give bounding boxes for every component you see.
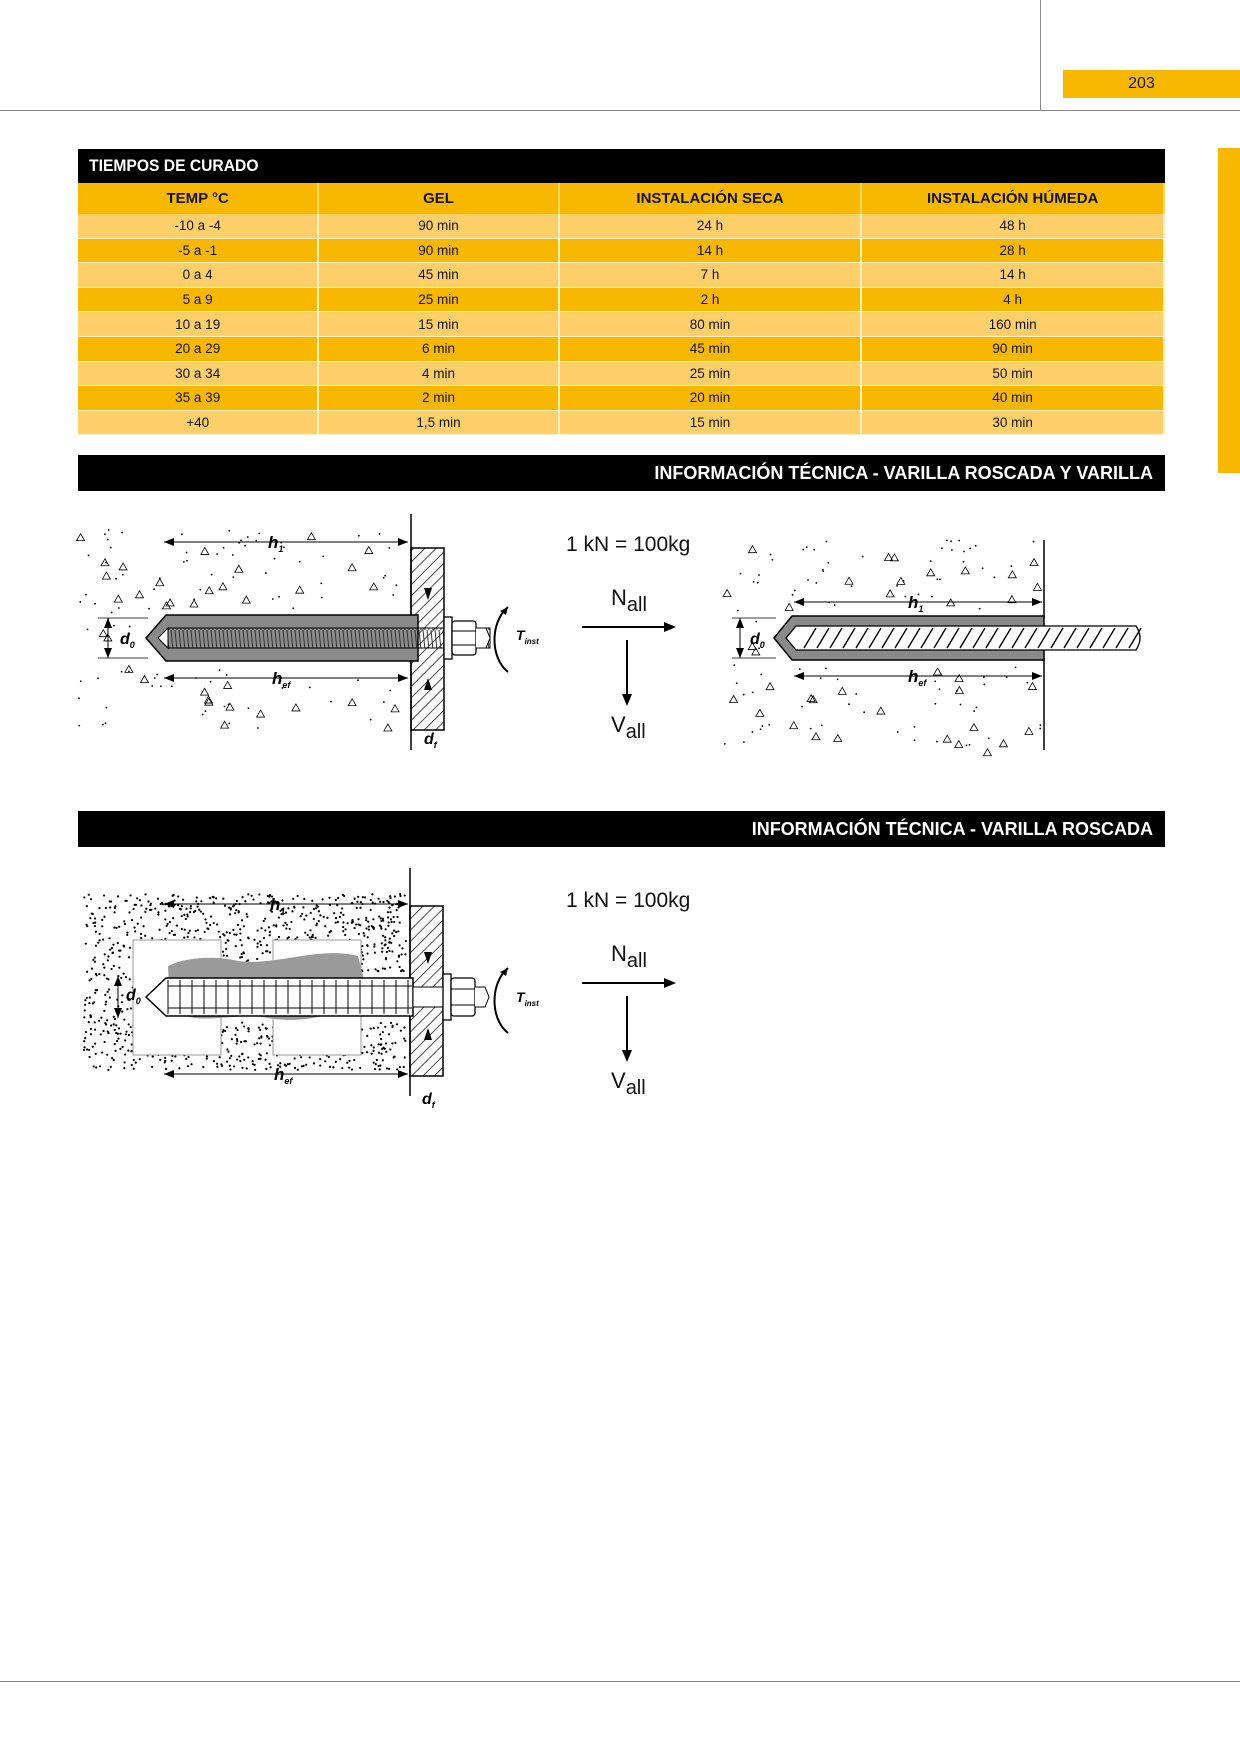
shear-load-label: $V_{all}$ [611,712,646,743]
header-wet: INSTALACIÓN HÚMEDA [861,183,1164,214]
hef-label-rebar: $h_{ef}$ [908,667,927,688]
unit-conversion-2: 1 kN = 100kg [566,889,691,912]
table-cell: -5 a -1 [78,238,318,263]
tinst-label-2: $T_{inst}$ [516,989,539,1008]
table-cell: 2 min [318,386,558,411]
d0-label-2: $d_0$ [126,987,141,1006]
table-cell: 1,5 min [318,410,558,435]
table-cell: 35 a 39 [78,386,318,411]
table-cell: 20 a 29 [78,336,318,361]
threaded-rod-diagram [78,510,548,755]
table-cell: 0 a 4 [78,263,318,288]
table-cell: 25 min [318,287,558,312]
section-title-bar: INFORMACIÓN TÉCNICA - VARILLA ROSCADA Y VARILLA [78,455,1165,491]
h1-label: $h_1$ [268,533,284,554]
table-cell: 7 h [559,263,862,288]
d0-label-rebar: $d_0$ [750,631,765,650]
table-cell: 90 min [318,238,558,263]
header-dry: INSTALACIÓN SECA [559,183,862,214]
curing-table [78,149,1165,435]
table-cell: 45 min [559,336,862,361]
header-rule [0,110,1240,111]
tinst-label: $T_{inst}$ [516,627,539,646]
hef-label: $h_{ef}$ [272,669,291,690]
shear-load-label-2: $V_{all}$ [611,1068,646,1099]
table-header-row [78,183,1164,214]
table-cell: -10 a -4 [78,214,318,238]
table-cell: 28 h [861,238,1164,263]
table-cell: 50 min [861,361,1164,386]
page-number: 203 [1063,70,1240,98]
side-tab [1218,148,1240,473]
table-cell: 90 min [318,214,558,238]
threaded-rod-sleeve-diagram [78,866,548,1111]
table-cell: 6 min [318,336,558,361]
table-row [78,214,1164,238]
table-cell: +40 [78,410,318,435]
table-row [78,361,1164,386]
table-row [78,263,1164,288]
table-cell: 80 min [559,312,862,337]
footer-rule [0,1681,1240,1682]
header-temp: TEMP °C [78,183,318,214]
tension-load-label: $N_{all}$ [611,585,647,616]
table-cell: 14 h [559,238,862,263]
table-cell: 45 min [318,263,558,288]
table-cell: 2 h [559,287,862,312]
table-cell: 20 min [559,386,862,411]
d0-label: $d_0$ [120,631,135,650]
table-cell: 30 min [861,410,1164,435]
table-cell: 24 h [559,214,862,238]
h1-label-rebar: $h_1$ [908,593,924,614]
h1-label-2: $h_1$ [270,895,286,916]
header-divider [1040,0,1041,110]
table-row [78,386,1164,411]
table-row [78,410,1164,435]
table-cell: 4 min [318,361,558,386]
df-label-2: $d_f$ [422,1091,435,1110]
table-title: TIEMPOS DE CURADO [78,149,1158,183]
table-cell: 90 min [861,336,1164,361]
section-title-bar-2: INFORMACIÓN TÉCNICA - VARILLA ROSCADA [78,811,1165,847]
table-cell: 5 a 9 [78,287,318,312]
table-cell: 4 h [861,287,1164,312]
tension-load-label-2: $N_{all}$ [611,941,647,972]
table-cell: 160 min [861,312,1164,337]
header-gel: GEL [318,183,558,214]
table-row [78,312,1164,337]
table-cell: 40 min [861,386,1164,411]
table-cell: 25 min [559,361,862,386]
table-cell: 15 min [318,312,558,337]
table-row [78,336,1164,361]
df-label: $d_f$ [424,731,437,750]
table-row [78,238,1164,263]
table-cell: 10 a 19 [78,312,318,337]
table-row [78,287,1164,312]
unit-conversion: 1 kN = 100kg [566,533,691,556]
tension-arrow [582,620,678,710]
table-cell: 14 h [861,263,1164,288]
hef-label-2: $h_{ef}$ [274,1065,293,1086]
rebar-diagram [724,540,1144,755]
table-cell: 15 min [559,410,862,435]
tension-arrow-2 [582,976,678,1066]
table-cell: 48 h [861,214,1164,238]
table-cell: 30 a 34 [78,361,318,386]
